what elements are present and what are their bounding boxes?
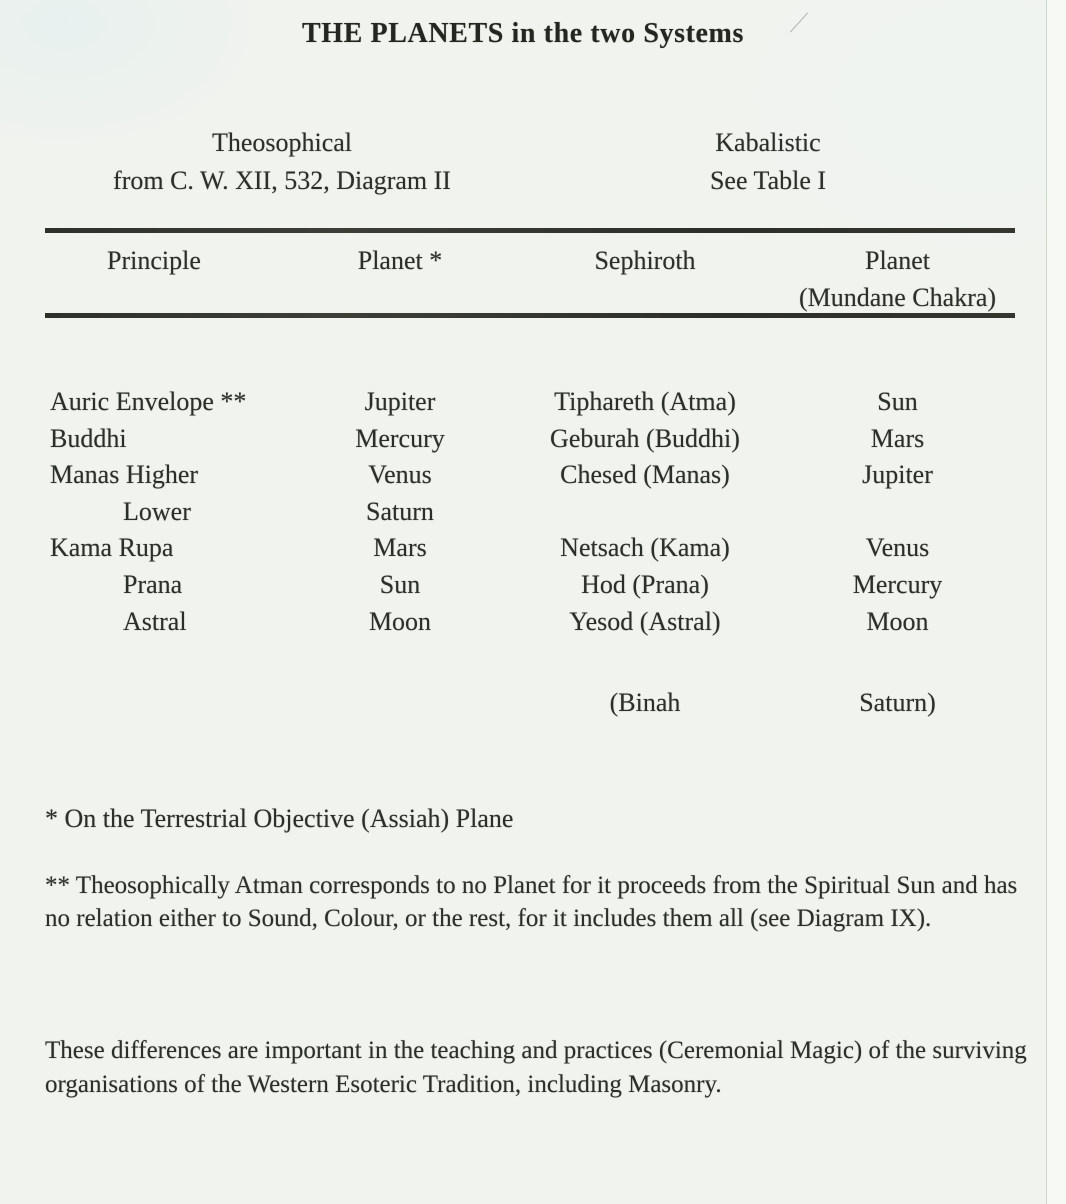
cell-mundane-planet: Mars: [870, 423, 925, 453]
column-header-sephiroth: Sephiroth: [594, 246, 696, 275]
theosophical-heading-source: from C. W. XII, 532, Diagram II: [113, 166, 451, 195]
cell-mundane-planet: Saturn): [859, 688, 936, 717]
cell-planet: Mars: [373, 533, 427, 563]
page-title: THE PLANETS in the two Systems: [302, 18, 744, 49]
cell-sephiroth: Geburah (Buddhi): [550, 423, 740, 453]
cell-sephiroth: Netsach (Kama): [560, 533, 730, 563]
table-header-bottom-rule: [45, 313, 1015, 318]
column-header-mundane-planet-sublabel: (Mundane Chakra): [798, 283, 997, 312]
table-top-rule: [45, 228, 1015, 233]
cell-planet: Mercury: [355, 423, 445, 453]
cell-principle: Lower: [123, 496, 191, 526]
cell-principle: Manas Higher: [50, 460, 199, 490]
cell-planet: Venus: [368, 460, 432, 490]
cell-sephiroth: Tiphareth (Atma): [554, 387, 736, 416]
footnote-double-asterisk: ** Theosophically Atman corresponds to no Planet for it proceeds from the Spiritual Sun and has no relation either to Sound, Colour, or the rest, for it includes them all (see Diagram IX).: [45, 872, 1018, 932]
cell-mundane-planet: Moon: [866, 606, 929, 636]
table-row: [45, 530, 1015, 567]
table-row: [45, 494, 1015, 531]
kabalistic-heading-name: Kabalistic: [715, 128, 821, 157]
cell-planet: Jupiter: [364, 387, 436, 416]
cell-sephiroth: (Binah: [609, 688, 681, 717]
table-row: [45, 384, 1015, 421]
cell-principle: [45, 684, 50, 721]
table-row: [45, 567, 1015, 604]
cell-mundane-planet: Jupiter: [862, 460, 933, 490]
theosophical-heading: [62, 124, 502, 200]
column-header-principle: Principle: [107, 246, 201, 275]
cell-principle: Prana: [123, 569, 183, 599]
table-row: [45, 604, 1015, 641]
column-header-mundane-planet: [799, 242, 996, 316]
cell-planet: Saturn: [366, 496, 434, 526]
cell-sephiroth: Chesed (Manas): [560, 460, 730, 490]
closing-paragraph: These differences are important in the teaching and practices (Ceremonial Magic) of the surviving organisations of the Western Esoteric Tradition, including Masonry.: [45, 1037, 1027, 1098]
cell-mundane-planet: Mercury: [852, 569, 943, 599]
column-header-planet: Planet *: [357, 246, 443, 275]
cell-principle: Kama Rupa: [50, 533, 174, 563]
cell-principle: Buddhi: [50, 423, 127, 453]
cell-sephiroth: Yesod (Astral): [569, 606, 721, 636]
column-header-mundane-planet-label: Planet: [865, 246, 930, 275]
cell-planet: Moon: [368, 606, 432, 636]
table-row: [45, 421, 1015, 458]
table-row-binah: [45, 684, 1015, 721]
cell-sephiroth: Hod (Prana): [581, 569, 709, 599]
footnote-single-asterisk: * On the Terrestrial Objective (Assiah) Plane: [45, 804, 514, 833]
table-header-row: [45, 242, 1015, 316]
cell-principle: Astral: [123, 606, 187, 636]
kabalistic-heading: [568, 124, 968, 200]
table-row: [45, 457, 1015, 494]
scan-edge-strip: [1046, 0, 1066, 1204]
cell-principle: Auric Envelope **: [50, 387, 247, 416]
table-body: [45, 384, 1015, 640]
kabalistic-heading-source: See Table I: [709, 166, 827, 195]
cell-mundane-planet: Sun: [877, 387, 918, 416]
cell-mundane-planet: Venus: [865, 533, 930, 563]
cell-planet: Sun: [379, 569, 421, 599]
theosophical-heading-name: Theosophical: [211, 128, 353, 157]
